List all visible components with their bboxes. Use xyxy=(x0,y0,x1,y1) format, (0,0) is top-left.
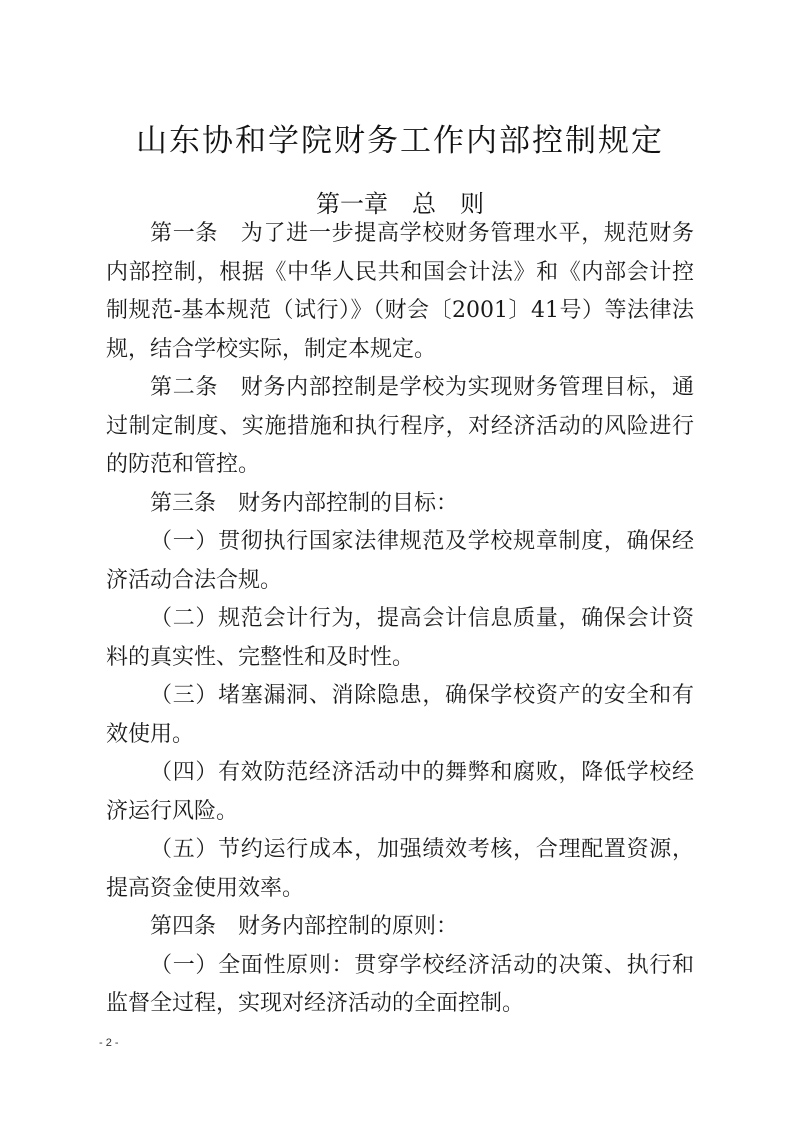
paragraph-text: （四）有效防范经济活动中的舞弊和腐败，降低学校经济运行风险。 xyxy=(106,760,694,824)
list-item-6 xyxy=(106,947,694,1024)
paragraph-text: 财务内部控制的目标： xyxy=(216,490,459,516)
paragraph-text: 为了进一步提高学校财务管理水平，规范财务内部控制，根据《中华人民共和国会计法》和《内部会计控制规范-基本规范（试行）》（财会〔2001〕41号）等法律法规，结合学校实际，制定本规定。 xyxy=(106,221,694,362)
article-heading: 第二条 xyxy=(150,375,219,400)
paragraph-article-4 xyxy=(106,908,694,947)
list-item-5 xyxy=(106,831,694,908)
paragraph-text: 财务内部控制的原则： xyxy=(216,914,459,939)
document-title: 山东协和学院财务工作内部控制规定 xyxy=(136,123,664,159)
page-number: - 2 - xyxy=(99,1037,119,1049)
paragraph-article-2 xyxy=(106,369,694,485)
article-heading: 第一条 xyxy=(150,221,219,246)
list-item-1 xyxy=(106,523,694,600)
article-heading: 第四条 xyxy=(150,914,217,939)
chapter-heading: 第一章 总 则 xyxy=(316,190,484,218)
paragraph-article-1 xyxy=(106,215,694,369)
list-item-3 xyxy=(106,677,694,754)
paragraph-text: （五）节约运行成本，加强绩效考核，合理配置资源，提高资金使用效率。 xyxy=(106,837,694,901)
document-body xyxy=(106,215,694,1024)
article-heading: 第三条 xyxy=(150,490,217,516)
paragraph-text: （一）贯彻执行国家法律规范及学校规章制度，确保经济活动合法合规。 xyxy=(106,529,694,593)
list-item-2 xyxy=(106,600,694,677)
paragraph-text: 财务内部控制是学校为实现财务管理目标，通过制定制度、实施措施和执行程序，对经济活动的风险进行的防范和管控。 xyxy=(106,375,694,477)
paragraph-article-3 xyxy=(106,485,694,524)
list-item-4 xyxy=(106,754,694,831)
paragraph-text: （二）规范会计行为，提高会计信息质量，确保会计资料的真实性、完整性和及时性。 xyxy=(106,606,694,670)
paragraph-text: （一）全面性原则：贯穿学校经济活动的决策、执行和监督全过程，实现对经济活动的全面控制。 xyxy=(106,952,694,1016)
paragraph-text: （三）堵塞漏洞、消除隐患，确保学校资产的安全和有效使用。 xyxy=(106,683,694,747)
